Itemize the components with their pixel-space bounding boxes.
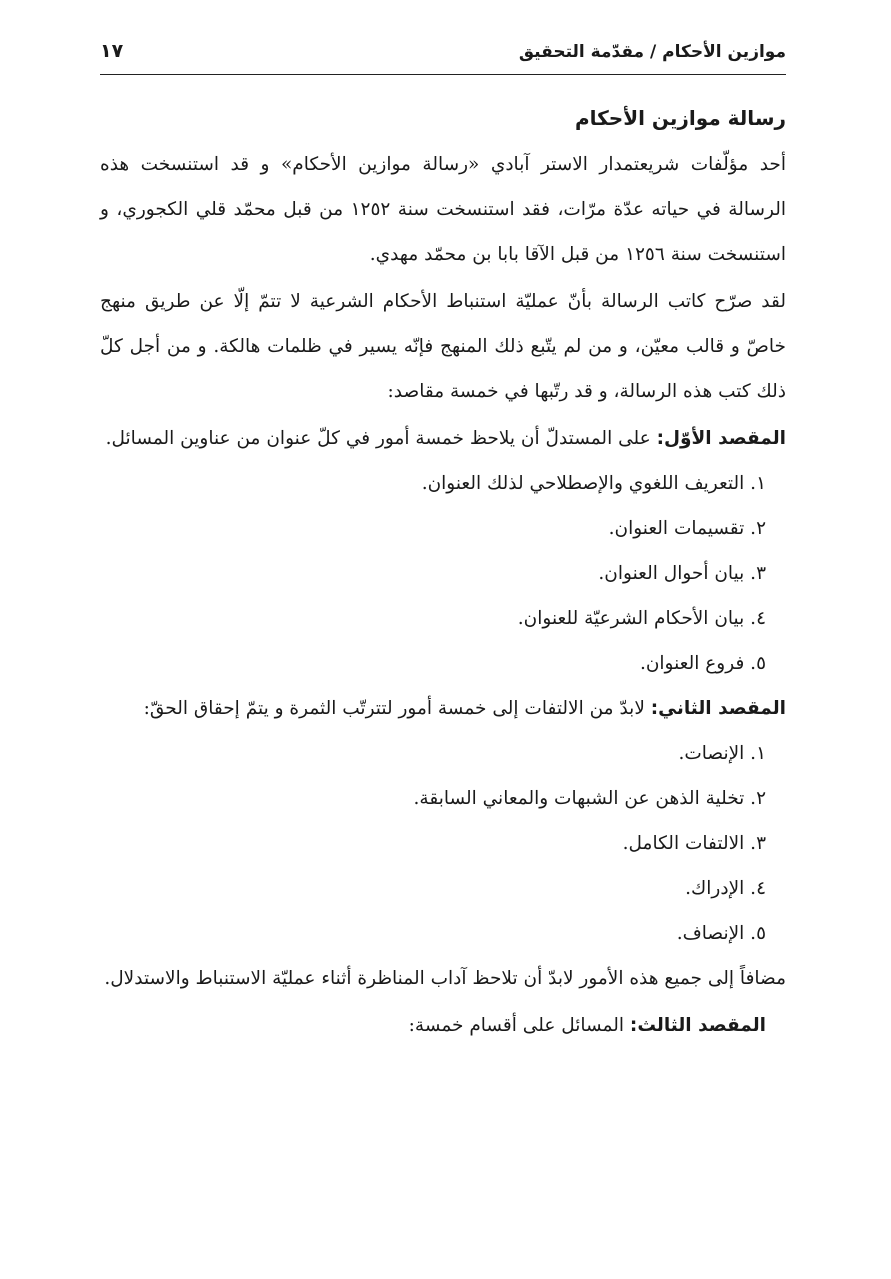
method-paragraph: لقد صرّح كاتب الرسالة بأنّ عمليّة استنباط الأحكام الشرعية لا تتمّ إلّا عن طريق منهج خاصّ و قالب معيّن، و من لم يتّبع ذلك المنهج فإنّه يسير في ظلمات هالكة. و من أجل كلّ ذلك كتب هذه الرسالة، و قد رتّبها في خمسة مقاصد: — [100, 291, 786, 402]
aim-1-text: على المستدلّ أن يلاحظ خمسة أمور في كلّ عنوان من عناوين المسائل. — [105, 428, 657, 449]
aim-1-list — [100, 461, 786, 686]
aim-3-paragraph — [100, 1003, 786, 1048]
intro-paragraph: أحد مؤلّفات شريعتمدار الاستر آبادي «رسالة موازين الأحكام» و قد استنسخت هذه الرسالة في حياته عدّة مرّات، فقد استنسخت سنة ١٢٥٢ من قبل محمّد قلي الكجوري، و استنسخت سنة ١٢٥٦ من قبل الآقا بابا بن محمّد مهدي. — [100, 154, 786, 265]
list-item: ٢. تقسيمات العنوان. — [608, 518, 766, 539]
list-item: ١. الإنصات. — [678, 743, 766, 764]
aim-2-label: المقصد الثاني: — [650, 698, 786, 719]
section-title: رسالة موازين الأحكام — [574, 106, 786, 130]
aim-1-paragraph — [100, 416, 786, 461]
aim-3-label: المقصد الثالث: — [629, 1015, 766, 1036]
aim-2-closing: مضافاً إلى جميع هذه الأمور لابدّ أن تلاحظ آداب المناظرة أثناء عمليّة الاستنباط والاستدلال. — [104, 968, 786, 989]
aim-2-list — [100, 731, 786, 956]
list-item: ٥. الإنصاف. — [676, 923, 766, 944]
list-item: ٥. فروع العنوان. — [639, 653, 766, 674]
aim-2-text: لابدّ من الالتفات إلى خمسة أمور لتترتّب الثمرة و يتمّ إحقاق الحقّ: — [143, 698, 651, 719]
list-item: ٤. الإدراك. — [685, 878, 766, 899]
list-item: ٣. الالتفات الكامل. — [622, 833, 766, 854]
page-header — [100, 38, 786, 74]
list-item: ١. التعريف اللغوي والإصطلاحي لذلك العنوان. — [421, 473, 766, 494]
aim-3-text: المسائل على أقسام خمسة: — [408, 1015, 630, 1036]
running-title: موازين الأحكام / مقدّمة التحقيق — [518, 42, 786, 62]
header-divider — [100, 74, 786, 75]
page-number: ١٧ — [100, 40, 124, 62]
page-body — [100, 96, 786, 1048]
aim-2-paragraph — [100, 686, 786, 731]
list-item: ٤. بيان الأحكام الشرعيّة للعنوان. — [517, 608, 766, 629]
aim-1-label: المقصد الأوّل: — [656, 428, 786, 449]
list-item: ٣. بيان أحوال العنوان. — [598, 563, 766, 584]
list-item: ٢. تخلية الذهن عن الشبهات والمعاني السابقة. — [413, 788, 766, 809]
